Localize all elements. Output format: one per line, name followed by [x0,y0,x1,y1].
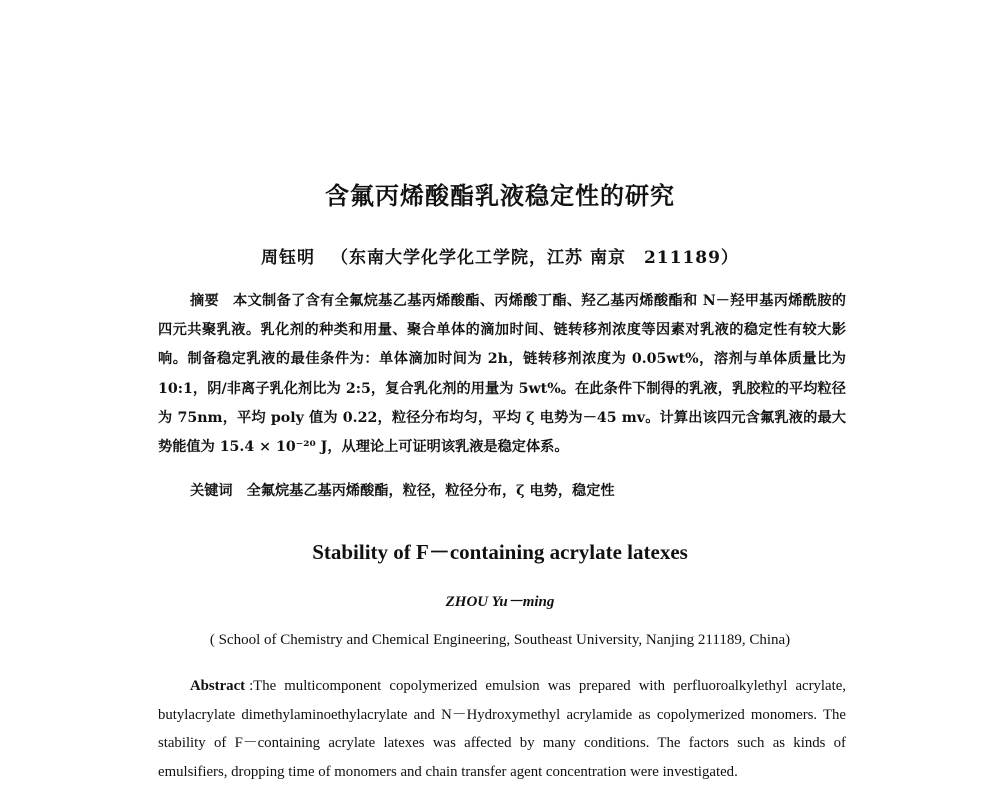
chinese-author-name: 周钰明 [261,248,316,268]
chinese-author-line [0,243,1000,268]
chinese-affiliation: （东南大学化学化工学院，江苏 南京 211189） [331,248,739,268]
chinese-title: 含氟丙烯酸酯乳液稳定性的研究 [325,182,675,210]
english-abstract-label: Abstract [190,678,246,694]
chinese-abstract-label: 摘要 [190,293,220,309]
chinese-abstract-text: 本文制备了含有全氟烷基乙基丙烯酸酯、丙烯酸丁酯、羟乙基丙烯酸酯和 N－羟甲基丙烯酰胺的四元共聚乳液。乳化剂的种类和用量、聚合单体的滴加时间、链转移剂浓度等因素对乳液的稳定性有较大影响。制备稳定乳液的最佳条件为：单体滴加时间为 2h，链转移剂浓度为 0.05wt%，溶剂与单体质量比为 10:1，阴/非离子乳化剂比为 2:5，复合乳化剂的用量为 5wt%。在此条件下制得的乳液，乳胶粒的平均粒径为 75nm，平均 poly 值为 0.22，粒径分布均匀，平均 ζ 电势为－45 mv。计算出该四元含氟乳液的最大势能值为 15.4 × 10⁻²⁰ J，从理论上可证明该乳液是稳定体系。 [158,293,846,456]
chinese-abstract [158,287,846,462]
english-abstract-text: :The multicomponent copolymerized emulsion was prepared with perfluoroalkylethyl acrylate, butylacrylate dimethylaminoethylacrylate and N－Hydroxymethyl acrylamide as copolymerized monomers. The stability of F－containing acrylate latexes was affected by many conditions. The factors such as kinds of emulsifiers, dropping time of monomers and chain transfer agent concentration were investigated. [158,678,846,780]
english-author-name: ZHOU Yu－ming [445,594,555,610]
chinese-keywords-label: 关键词 [190,483,233,499]
english-affiliation: ( School of Chemistry and Chemical Engineering, Southeast University, Nanjing 211189, China) [209,632,791,648]
english-abstract [158,672,846,786]
chinese-keywords [190,480,846,500]
english-title: Stability of F－containing acrylate latexes [312,540,688,564]
chinese-keywords-text: 全氟烷基乙基丙烯酸酯，粒径，粒径分布，ζ 电势，稳定性 [246,483,615,499]
